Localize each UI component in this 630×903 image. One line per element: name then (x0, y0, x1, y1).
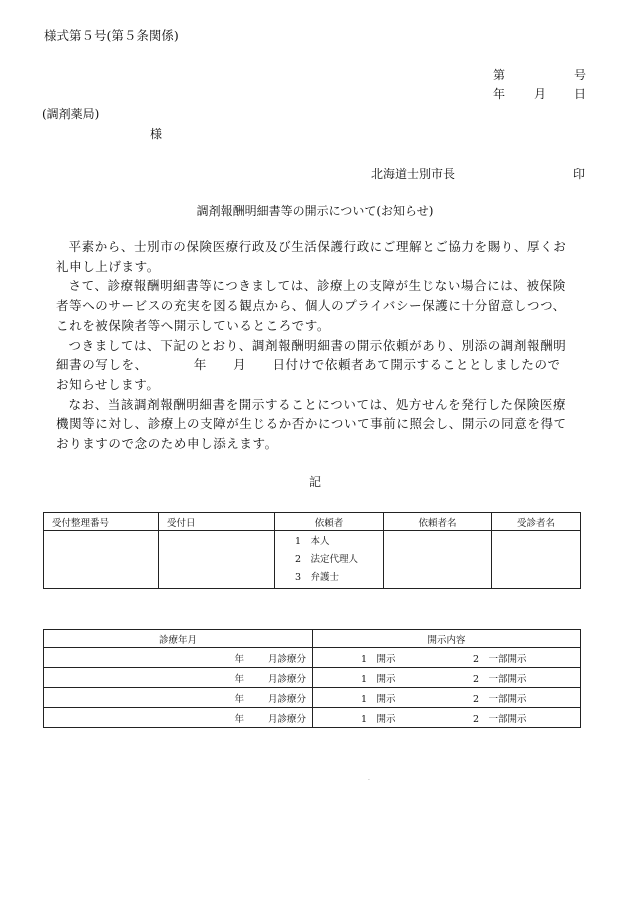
document-title: 調剤報酬明細書等の開示について(お知らせ) (196, 204, 434, 218)
body-line: 細書の写しを、 年 月 日付けで依頼者あて開示することとしましたので (56, 357, 561, 373)
header-requester: 依頼者 (275, 513, 384, 531)
body-line: 機関等に対し、診療上の支障が生じるか否かについて事前に照会し、開示の同意を得て (56, 416, 567, 432)
doc-number-prefix: 第 (493, 68, 506, 82)
body-line: お知らせします。 (56, 376, 160, 392)
body-line: 平素から、士別市の保険医療行政及び生活保護行政にご理解とご協力を賜り、厚くお (68, 239, 567, 254)
disclosure-row (44, 708, 581, 728)
month-label: 月診療分 (267, 713, 306, 725)
partial-disclose-option: 2 一部開示 (473, 653, 527, 665)
receipt-date-cell (159, 531, 275, 589)
ki-heading: 記 (308, 475, 321, 489)
disclosure-table (43, 629, 581, 728)
date-day-label: 日 (574, 87, 587, 101)
partial-disclose-option: 2 一部開示 (473, 693, 527, 705)
header-receipt-date: 受付日 (159, 513, 275, 531)
treatment-month-cell (44, 708, 313, 728)
document-body (56, 237, 586, 454)
requester-option: 1 本人 (295, 536, 330, 547)
treatment-month-cell (44, 668, 313, 688)
stray-dot: . (368, 775, 370, 782)
body-line: これを被保険者等へ開示しているところです。 (56, 317, 330, 333)
month-label: 月診療分 (267, 693, 306, 705)
year-label: 年 (234, 693, 244, 705)
date-year-label: 年 (493, 87, 506, 101)
requester-cell (275, 531, 384, 589)
form-number: 様式第５号(第５条関係) (44, 28, 179, 43)
requester-name-cell (384, 531, 492, 589)
header-receipt-number: 受付整理番号 (44, 513, 159, 531)
month-label: 月診療分 (267, 673, 306, 685)
disclosure-content-cell (313, 648, 581, 668)
header-treatment-month: 診療年月 (44, 630, 313, 648)
disclose-option: 1 開示 (361, 693, 396, 705)
disclosure-row (44, 668, 581, 688)
treatment-month-cell (44, 688, 313, 708)
header-patient-name: 受診者名 (492, 513, 581, 531)
doc-number-suffix: 号 (574, 68, 587, 82)
year-label: 年 (234, 713, 244, 725)
sender-name: 北海道士別市長 (371, 167, 456, 181)
body-line: つきましては、下記のとおり、調剤報酬明細書の開示依頼があり、別添の調剤報酬明 (68, 337, 567, 353)
recipient-pharmacy: (調剤薬局) (42, 107, 100, 121)
body-line: 者等へのサービスの充実を図る観点から、個人のプライバシー保護に十分留意しつつ、 (56, 298, 566, 314)
request-table-header-row (44, 513, 581, 531)
disclose-option: 1 開示 (361, 653, 396, 665)
disclosure-content-cell (313, 708, 581, 728)
disclosure-table-header-row (44, 630, 581, 648)
requester-option: 2 法定代理人 (295, 554, 359, 565)
year-label: 年 (234, 653, 244, 665)
body-line: なお、当該調剤報酬明細書を開示することについては、処方せんを発行した保険医療 (68, 396, 567, 412)
body-line: おりますので念のため申し添えます。 (56, 436, 278, 452)
treatment-month-cell (44, 648, 313, 668)
date-month-label: 月 (534, 87, 547, 101)
header-disclosure-content: 開示内容 (313, 630, 581, 648)
year-label: 年 (234, 673, 244, 685)
partial-disclose-option: 2 一部開示 (473, 713, 527, 725)
partial-disclose-option: 2 一部開示 (473, 673, 527, 685)
month-label: 月診療分 (267, 653, 306, 665)
body-line: 礼申し上げます。 (56, 258, 160, 274)
header-requester-name: 依頼者名 (384, 513, 492, 531)
disclose-option: 1 開示 (361, 713, 396, 725)
requester-option: 3 弁護士 (295, 572, 340, 583)
body-line: さて、診療報酬明細書等につきましては、診療上の支障が生じない場合には、被保険 (68, 278, 566, 294)
disclose-option: 1 開示 (361, 673, 396, 685)
disclosure-content-cell (313, 668, 581, 688)
disclosure-row (44, 648, 581, 668)
patient-name-cell (492, 531, 581, 589)
request-table (43, 512, 581, 589)
seal-mark: 印 (573, 167, 586, 181)
disclosure-row (44, 688, 581, 708)
request-table-row (44, 531, 581, 589)
receipt-number-cell (44, 531, 159, 589)
recipient-honorific: 様 (150, 127, 163, 141)
disclosure-content-cell (313, 688, 581, 708)
